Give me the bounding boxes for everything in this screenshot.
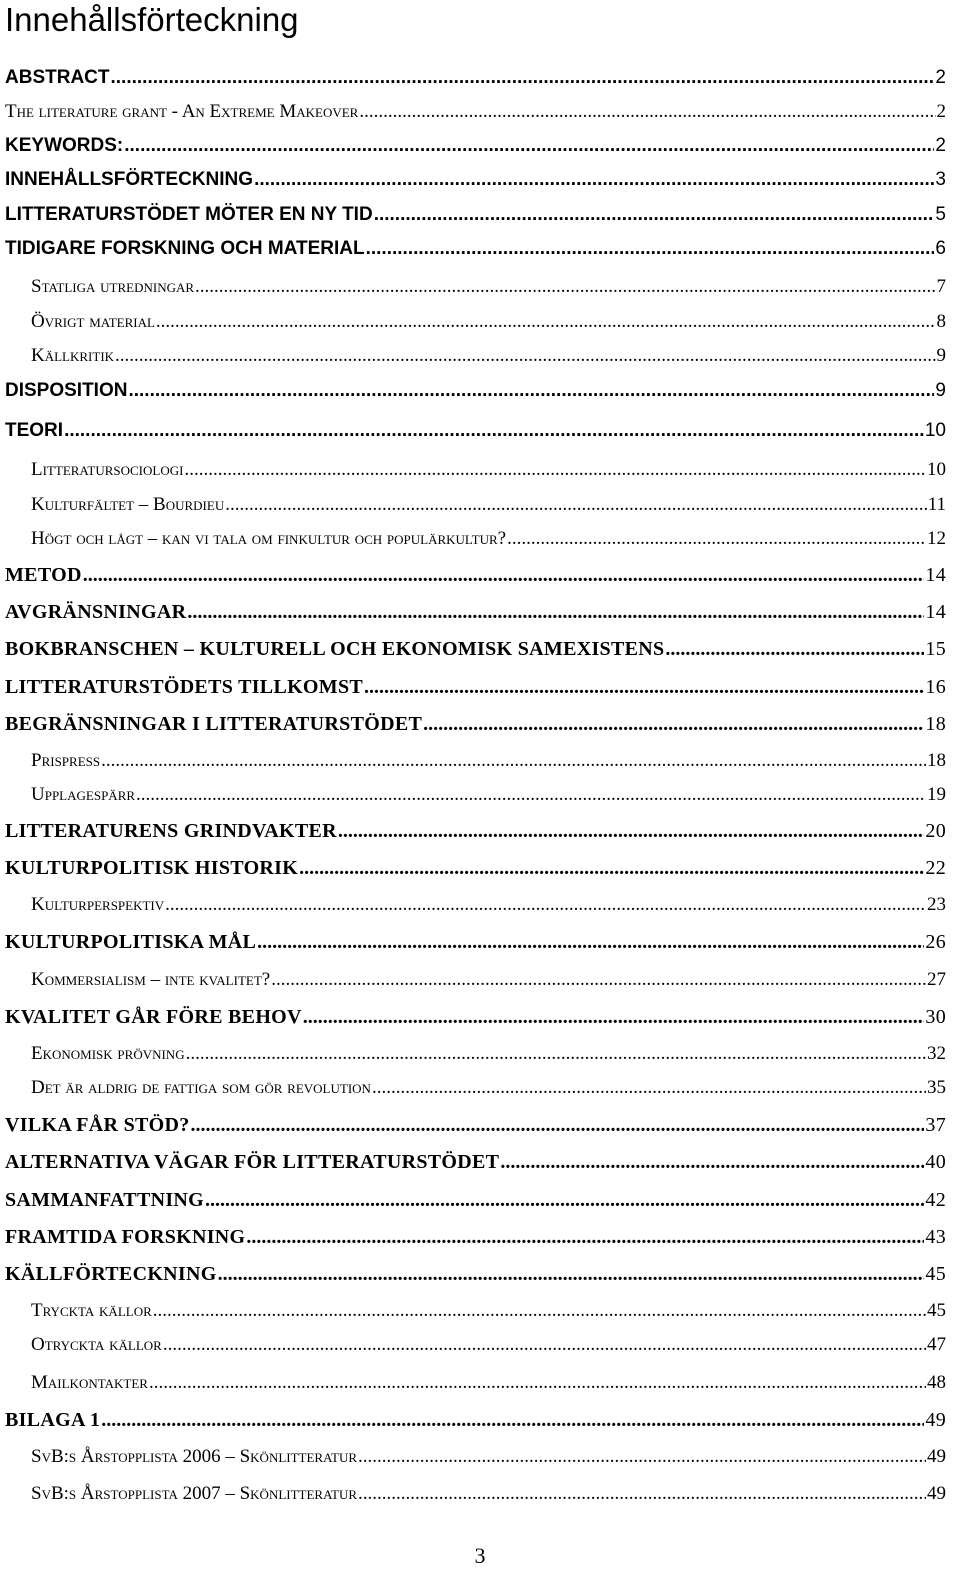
toc-entry-page: 23 xyxy=(927,894,946,915)
toc-entry-page: 3 xyxy=(935,169,946,190)
toc-entry[interactable] xyxy=(5,98,946,126)
dot-leader xyxy=(359,98,935,126)
toc-entry-title: Tryckta källor xyxy=(31,1300,152,1321)
toc-entry-title: Övrigt material xyxy=(31,311,155,332)
dot-leader xyxy=(165,891,926,919)
toc-entry-title: LITTERATURSTÖDETS TILLKOMST xyxy=(5,676,364,698)
toc-entry[interactable] xyxy=(31,456,946,484)
dot-leader xyxy=(83,561,925,589)
dot-leader xyxy=(366,235,935,263)
toc-entry-title: KVALITET GÅR FÖRE BEHOV xyxy=(5,1006,302,1028)
toc-entry[interactable] xyxy=(5,710,946,738)
toc-entry-page: 12 xyxy=(927,528,946,549)
toc-entry-page: 7 xyxy=(936,276,946,297)
toc-entry[interactable] xyxy=(5,1111,946,1139)
dot-leader xyxy=(128,377,934,405)
dot-leader xyxy=(163,1331,926,1359)
toc-entry[interactable] xyxy=(31,308,946,336)
toc-entry[interactable] xyxy=(5,854,946,882)
toc-entry-title: LITTERATURENS GRINDVAKTER xyxy=(5,820,337,842)
toc-entry-page: 47 xyxy=(927,1334,946,1355)
toc-entry-title: Källkritik xyxy=(31,345,115,366)
toc-entry-title: SvB:s Årstopplista 2006 – Skönlitteratur xyxy=(31,1446,358,1467)
dot-leader xyxy=(423,710,924,738)
dot-leader xyxy=(64,417,924,445)
dot-leader xyxy=(195,273,935,301)
toc-entry-page: 32 xyxy=(927,1043,946,1064)
toc-entry-page: 15 xyxy=(925,638,946,660)
toc-entry-page: 19 xyxy=(927,784,946,805)
toc-entry-title: LITTERATURSTÖDET MÖTER EN NY TID xyxy=(5,204,373,225)
toc-entry[interactable] xyxy=(5,1223,946,1251)
toc-entry-page: 40 xyxy=(925,1151,946,1173)
toc-entry[interactable] xyxy=(5,635,946,663)
toc-entry[interactable] xyxy=(5,673,946,701)
toc-entry-page: 14 xyxy=(925,601,946,623)
dot-leader xyxy=(500,1148,924,1176)
dot-leader xyxy=(507,525,926,553)
dot-leader xyxy=(218,1260,925,1288)
toc-entry[interactable] xyxy=(31,1331,946,1359)
dot-leader xyxy=(254,166,934,194)
toc-entry-page: 11 xyxy=(927,494,946,515)
toc-entry-page: 22 xyxy=(925,857,946,879)
toc-entry-title: Ekonomisk prövning xyxy=(31,1043,185,1064)
toc-entry[interactable] xyxy=(31,1074,946,1102)
dot-leader xyxy=(246,1223,924,1251)
toc-entry[interactable] xyxy=(5,1003,946,1031)
toc-entry-title: TIDIGARE FORSKNING OCH MATERIAL xyxy=(5,238,365,259)
toc-entry-page: 2 xyxy=(936,101,946,122)
dot-leader xyxy=(124,132,934,160)
toc-entry[interactable] xyxy=(5,928,946,956)
toc-entry-title: FRAMTIDA FORSKNING xyxy=(5,1226,246,1248)
toc-entry[interactable] xyxy=(5,1186,946,1214)
toc-entry[interactable] xyxy=(31,1297,946,1325)
toc-entry[interactable] xyxy=(5,201,946,229)
toc-entry-page: 42 xyxy=(925,1189,946,1211)
toc-entry-page: 37 xyxy=(925,1114,946,1136)
dot-leader xyxy=(225,491,926,519)
dot-leader xyxy=(136,781,926,809)
toc-entry-page: 26 xyxy=(925,931,946,953)
toc-entry[interactable] xyxy=(5,132,946,160)
dot-leader xyxy=(156,308,936,336)
toc-entry[interactable] xyxy=(31,781,946,809)
toc-entry-title: KEYWORDS: xyxy=(5,135,124,156)
toc-entry-title: INNEHÅLLSFÖRTECKNING xyxy=(5,169,254,190)
dot-leader xyxy=(101,1406,924,1434)
toc-entry-page: 27 xyxy=(927,969,946,990)
toc-entry[interactable] xyxy=(31,525,946,553)
dot-leader xyxy=(257,928,924,956)
toc-entry-title: TEORI xyxy=(5,420,64,441)
toc-entry-title: Kulturfältet – Bourdieu xyxy=(31,494,225,515)
dot-leader xyxy=(153,1297,926,1325)
toc-entry[interactable] xyxy=(31,1443,946,1471)
toc-entry[interactable] xyxy=(31,273,946,301)
dot-leader xyxy=(338,817,925,845)
toc-entry-page: 48 xyxy=(927,1372,946,1393)
toc-entry[interactable] xyxy=(5,817,946,845)
toc-entry[interactable] xyxy=(5,1148,946,1176)
toc-entry-page: 49 xyxy=(927,1483,946,1504)
toc-entry-page: 18 xyxy=(927,750,946,771)
toc-entry-title: Litteratursociologi xyxy=(31,459,184,480)
toc-entry-title: Statliga utredningar xyxy=(31,276,195,297)
toc-entry-page: 49 xyxy=(925,1409,946,1431)
toc-entry-page: 18 xyxy=(925,713,946,735)
toc-entry-page: 16 xyxy=(925,676,946,698)
toc-entry-page: 10 xyxy=(924,420,946,441)
toc-heading: Innehållsförteckning xyxy=(5,1,299,38)
dot-leader xyxy=(358,1443,926,1471)
dot-leader xyxy=(374,201,935,229)
dot-leader xyxy=(358,1480,926,1508)
toc-entry-title: Upplagespärr xyxy=(31,784,136,805)
toc-entry-page: 2 xyxy=(935,67,946,88)
toc-entry-title: KULTURPOLITISK HISTORIK xyxy=(5,857,299,879)
toc-entry[interactable] xyxy=(5,598,946,626)
toc-entry-title: KÄLLFÖRTECKNING xyxy=(5,1263,217,1285)
toc-entry-title: Det är aldrig de fattiga som gör revolution xyxy=(31,1077,371,1098)
page-number: 3 xyxy=(474,1543,486,1568)
dot-leader xyxy=(271,966,926,994)
toc-entry-title: Mailkontakter xyxy=(31,1372,148,1393)
toc-entry-title: BOKBRANSCHEN – KULTURELL OCH EKONOMISK SAMEXISTENS xyxy=(5,638,665,660)
toc-entry[interactable] xyxy=(31,891,946,919)
toc-entry[interactable] xyxy=(31,966,946,994)
toc-entry-page: 45 xyxy=(927,1300,946,1321)
toc-entry-page: 45 xyxy=(925,1263,946,1285)
toc-entry-title: AVGRÄNSNINGAR xyxy=(5,601,187,623)
dot-leader xyxy=(115,342,935,370)
dot-leader xyxy=(205,1186,924,1214)
dot-leader xyxy=(184,456,926,484)
toc-entry-page: 9 xyxy=(935,380,946,401)
toc-entry[interactable] xyxy=(5,64,946,92)
toc-entry-title: Prispress xyxy=(31,750,101,771)
toc-entry-page: 9 xyxy=(936,345,946,366)
toc-entry[interactable] xyxy=(31,491,946,519)
dot-leader xyxy=(149,1369,926,1397)
toc-entry-title: DISPOSITION xyxy=(5,380,128,401)
toc-entry[interactable] xyxy=(5,1406,946,1434)
toc-entry-title: Otryckta källor xyxy=(31,1334,162,1355)
toc-entry-title: SAMMANFATTNING xyxy=(5,1189,205,1211)
dot-leader xyxy=(665,635,924,663)
toc-entry-page: 49 xyxy=(927,1446,946,1467)
toc-entry-page: 6 xyxy=(935,238,946,259)
dot-leader xyxy=(191,1111,925,1139)
toc-entry-page: 8 xyxy=(936,311,946,332)
dot-leader xyxy=(186,1040,926,1068)
toc-entry-title: VILKA FÅR STÖD? xyxy=(5,1114,190,1136)
toc-entry-title: BEGRÄNSNINGAR I LITTERATURSTÖDET xyxy=(5,713,423,735)
toc-entry-title: Kulturperspektiv xyxy=(31,894,165,915)
toc-entry-title: Högt och lågt – kan vi tala om finkultur och populärkultur? xyxy=(31,528,507,549)
toc-entry-page: 10 xyxy=(927,459,946,480)
dot-leader xyxy=(299,854,924,882)
toc-entry[interactable] xyxy=(5,166,946,194)
toc-entry-page: 30 xyxy=(925,1006,946,1028)
toc-entry[interactable] xyxy=(31,1040,946,1068)
toc-entry-title: The literature grant - An Extreme Makeover xyxy=(5,101,359,122)
toc-entry-page: 2 xyxy=(935,135,946,156)
dot-leader xyxy=(364,673,924,701)
toc-entry[interactable] xyxy=(31,342,946,370)
dot-leader xyxy=(101,747,926,775)
toc-entry[interactable] xyxy=(31,1369,946,1397)
dot-leader xyxy=(372,1074,926,1102)
toc-entry-title: METOD xyxy=(5,564,82,586)
dot-leader xyxy=(187,598,924,626)
dot-leader xyxy=(111,64,935,92)
toc-entry-title: ABSTRACT xyxy=(5,67,110,88)
toc-entry[interactable] xyxy=(31,747,946,775)
toc-entry[interactable] xyxy=(5,235,946,263)
toc-entry[interactable] xyxy=(5,561,946,589)
toc-entry-page: 14 xyxy=(925,564,946,586)
toc-entry-page: 35 xyxy=(927,1077,946,1098)
toc-entry-page: 5 xyxy=(935,204,946,225)
toc-entry-title: BILAGA 1 xyxy=(5,1409,101,1431)
toc-entry-title: SvB:s Årstopplista 2007 – Skönlitteratur xyxy=(31,1483,358,1504)
toc-entry-page: 43 xyxy=(925,1226,946,1248)
toc-entry-title: Kommersialism – inte kvalitet? xyxy=(31,969,271,990)
toc-entry[interactable] xyxy=(5,1260,946,1288)
toc-entry-title: KULTURPOLITISKA MÅL xyxy=(5,931,257,953)
toc-entry[interactable] xyxy=(5,377,946,405)
toc-entry-title: ALTERNATIVA VÄGAR FÖR LITTERATURSTÖDET xyxy=(5,1151,500,1173)
toc-entry[interactable] xyxy=(31,1480,946,1508)
toc-entry-page: 20 xyxy=(925,820,946,842)
dot-leader xyxy=(303,1003,925,1031)
toc-entry[interactable] xyxy=(5,417,946,445)
